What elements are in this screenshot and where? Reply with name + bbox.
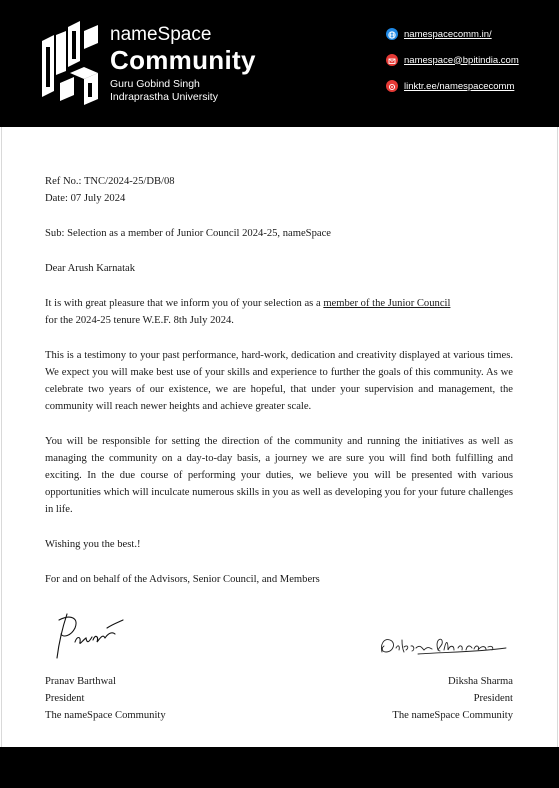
org-brand: Community	[110, 45, 256, 75]
signatory-right	[392, 673, 513, 724]
letter-subject: Sub: Selection as a member of Junior Council 2024-25, nameSpace	[45, 228, 331, 239]
email-link[interactable]: namespace@bpitindia.com	[404, 54, 519, 66]
org-name: nameSpace	[110, 24, 212, 45]
signature-pranav	[53, 610, 125, 662]
website-link[interactable]: namespacecomm.in/	[404, 28, 492, 40]
globe-icon	[386, 28, 398, 40]
university-line: Indraprastha University	[110, 91, 218, 103]
reference-number: Ref No.: TNC/2024-25/DB/08	[45, 176, 175, 187]
page-footer	[0, 747, 559, 788]
paragraph-selection	[45, 295, 513, 329]
signature-diksha	[378, 630, 510, 658]
signatory-title: President	[473, 693, 513, 704]
contact-website[interactable]	[386, 28, 519, 40]
university-name	[110, 78, 256, 104]
letterhead	[0, 0, 559, 127]
role-highlight: member of the Junior Council	[323, 298, 451, 309]
organization-block	[110, 24, 256, 104]
letter-date: Date: 07 July 2024	[45, 193, 126, 204]
salutation: Dear Arush Karnatak	[45, 263, 136, 274]
paragraph-testimony: This is a testimony to your past performance, hard-work, dedication and creativity displayed at various times. We expect you will make best use of your skills and experience to further the goals of this community. As we celebrate two years of our existence, we are hopeful, that under your supervision and management, the community will reach newer heights and achieve greater scale.	[45, 350, 513, 412]
contact-linktree[interactable]	[386, 80, 519, 92]
namespace-logo-icon	[40, 21, 102, 105]
contact-email[interactable]	[386, 54, 519, 66]
closing-wish: Wishing you the best.!	[45, 539, 141, 550]
contact-list	[386, 28, 519, 106]
paragraph-text: for the 2024-25 tenure W.E.F. 8th July 2024.	[45, 315, 234, 326]
signatory-org: The nameSpace Community	[45, 710, 166, 721]
on-behalf-line: For and on behalf of the Advisors, Senior Council, and Members	[45, 574, 320, 585]
paragraph-responsibilities: You will be responsible for setting the direction of the community and running the initiatives as well as managing the community on a day-to-day basis, a journey we are sure you will find both fulfilling and exciting. In the due course of performing your duties, we believe you will be presented with various opportunities which will inculcate numerous skills in you as well as developing you for your future challenges in life.	[45, 436, 513, 515]
signatory-org: The nameSpace Community	[392, 710, 513, 721]
linktree-icon	[386, 80, 398, 92]
signatory-name: Diksha Sharma	[447, 676, 513, 687]
signatory-name: Pranav Barthwal	[45, 676, 116, 687]
paragraph-text: It is with great pleasure that we inform you of your selection as a	[45, 298, 324, 309]
university-line: Guru Gobind Singh	[110, 78, 200, 90]
signatory-left	[45, 673, 166, 724]
letter-body	[45, 173, 513, 588]
linktree-link[interactable]: linktr.ee/namespacecomm	[404, 80, 515, 92]
email-icon	[386, 54, 398, 66]
signatory-title: President	[45, 693, 85, 704]
